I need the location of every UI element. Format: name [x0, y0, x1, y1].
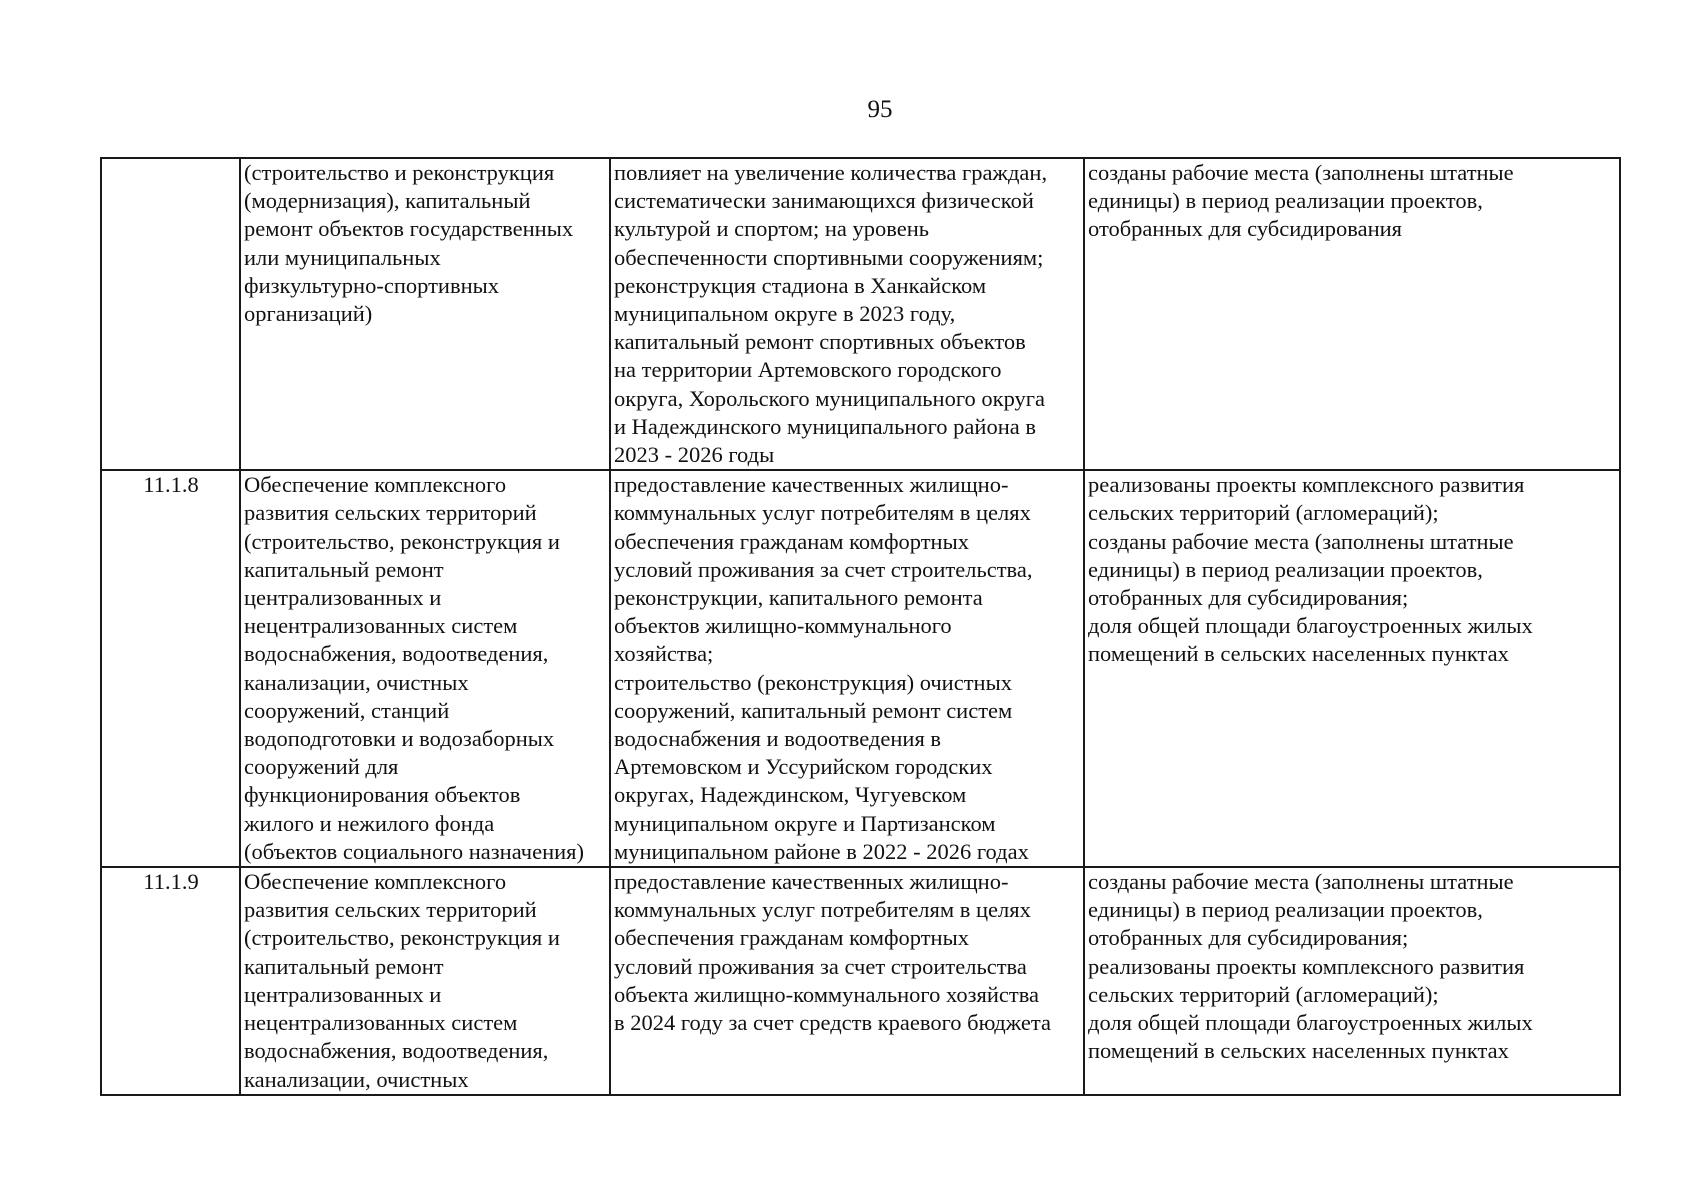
table-row: [101, 158, 1620, 470]
row-number-cell: 11.1.9: [101, 867, 240, 1095]
row-number-cell: 11.1.8: [101, 470, 240, 867]
measure-description-cell: Обеспечение комплексного развития сельских территорий (строительство, реконструкция и капитальный ремонт централизованных и нецентрализованных систем водоснабжения, водоотведения, канализации, очистных: [240, 867, 610, 1095]
measure-description-cell: (строительство и реконструкция (модернизация), капитальный ремонт объектов государственных или муниципальных физкультурно-спортивных организаций): [240, 158, 610, 470]
measure-description-cell: Обеспечение комплексного развития сельских территорий (строительство, реконструкция и капитальный ремонт централизованных и нецентрализованных систем водоснабжения, водоотведения, канализации, очистных сооружений, станций водоподготовки и водозаборных сооружений для функционирования объектов жилого и нежилого фонда (объектов социального назначения): [240, 470, 610, 867]
table-row: [101, 470, 1620, 867]
indicators-cell: созданы рабочие места (заполнены штатные единицы) в период реализации проектов, отобранных для субсидирования; реализованы проекты комплексного развития сельских территорий (агломераций); доля общей площади благоустроенных жилых помещений в сельских населенных пунктах: [1084, 867, 1620, 1095]
expected-effect-cell: повлияет на увеличение количества граждан, систематически занимающихся физической культурой и спортом; на уровень обеспеченности спортивными сооружениям; реконструкция стадиона в Ханкайском муниципальном округе в 2023 году, капитальный ремонт спортивных объектов на территории Артемовского городского округа, Хорольского муниципального округа и Надеждинского муниципального района в 2023 - 2026 годы: [610, 158, 1084, 470]
expected-effect-cell: предоставление качественных жилищно- коммунальных услуг потребителям в целях обеспечения гражданам комфортных условий проживания за счет строительства объекта жилищно-коммунального хозяйства в 2024 году за счет средств краевого бюджета: [610, 867, 1084, 1095]
expected-effect-cell: предоставление качественных жилищно- коммунальных услуг потребителям в целях обеспечения гражданам комфортных условий проживания за счет строительства, реконструкции, капитального ремонта объектов жилищно-коммунального хозяйства; строительство (реконструкция) очистных сооружений, капитальный ремонт систем водоснабжения и водоотведения в Артемовском и Уссурийском городских округах, Надеждинском, Чугуевском муниципальном округе и Партизанском муниципальном районе в 2022 - 2026 годах: [610, 470, 1084, 867]
page-number: 95: [867, 96, 893, 123]
indicators-cell: созданы рабочие места (заполнены штатные единицы) в период реализации проектов, отобранных для субсидирования: [1084, 158, 1620, 470]
row-number-cell: [101, 158, 240, 470]
table-row: [101, 867, 1620, 1095]
measures-table: [100, 157, 1621, 1096]
indicators-cell: реализованы проекты комплексного развития сельских территорий (агломераций); созданы рабочие места (заполнены штатные единицы) в период реализации проектов, отобранных для субсидирования; доля общей площади благоустроенных жилых помещений в сельских населенных пунктах: [1084, 470, 1620, 867]
